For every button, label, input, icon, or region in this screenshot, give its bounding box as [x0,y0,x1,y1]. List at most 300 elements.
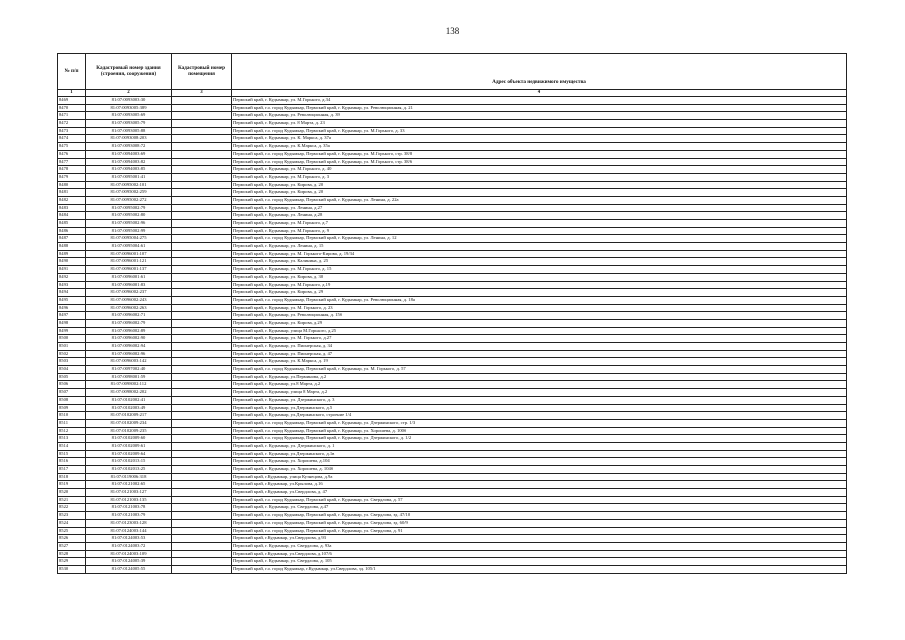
building-cadastral-cell: 81:07:0124003:72 [86,542,172,550]
row-number-cell: 8525 [58,527,86,535]
address-cell: Пермский край, г. Кудымкар, ул. Кирова, д. 29 [232,289,847,297]
row-number-cell: 8499 [58,327,86,335]
row-number-cell: 8484 [58,212,86,220]
table-row [58,419,847,427]
building-cadastral-cell: 81:07:0123003:128 [86,519,172,527]
row-number-cell: 8476 [58,150,86,158]
address-cell: Пермский край, г. Кудымкар, ул. М.Горького, д.19 [232,281,847,289]
address-cell: Пермский край, г. Кудымкар, ул. М.Горького, д. 9 [232,227,847,235]
address-cell: Пермский край, г. Кудымкар, ул. М.Горького, д. 40 [232,166,847,174]
row-number-cell: 8485 [58,220,86,228]
building-cadastral-cell: 81:07:0102013:15 [86,458,172,466]
building-cadastral-cell: 81:07:0095002:101 [86,181,172,189]
room-cadastral-cell [172,189,232,197]
row-number-cell: 8498 [58,319,86,327]
building-cadastral-cell: 81:07:0093003:30 [86,97,172,105]
row-number-cell: 8515 [58,450,86,458]
address-cell: Пермский край, г. Кудымкар, ул. М.Горького, д. 3 [232,173,847,181]
table-row [58,435,847,443]
address-cell: Пермский край, г. Кудымкар, ул.8 Марта, д.2 [232,381,847,389]
table-row [58,527,847,535]
address-cell: Пермский край, г. Кудымкар, улица 8 Марта, д.2 [232,389,847,397]
building-cadastral-cell: 81:07:0102009:235 [86,427,172,435]
building-cadastral-cell: 81:07:0096002:96 [86,350,172,358]
room-cadastral-cell [172,442,232,450]
address-cell: Пермский край, г.о. город Кудымкар, Пермский край, г. Кудымкар, ул. М.Горького, д. 33 [232,127,847,135]
building-cadastral-cell: 81:07:0093005:389 [86,104,172,112]
room-cadastral-cell [172,419,232,427]
room-cadastral-cell [172,504,232,512]
building-cadastral-cell: 81:07:0121003:135 [86,496,172,504]
building-cadastral-cell: 81:07:0093008:72 [86,143,172,151]
row-number-cell: 8471 [58,112,86,120]
room-cadastral-cell [172,250,232,258]
building-cadastral-cell: 81:07:0096002:263 [86,304,172,312]
table-row [58,143,847,151]
table-row [58,204,847,212]
table-row [58,519,847,527]
address-cell: Пермский край, г.о. город Кудымкар, г.Кудымкар, ул.Свердлова, зд. 105/1 [232,565,847,573]
building-cadastral-cell: 81:07:0095004:275 [86,235,172,243]
building-cadastral-cell: 81:07:0096002:71 [86,312,172,320]
row-number-cell: 8523 [58,512,86,520]
building-cadastral-cell: 81:07:0094003:85 [86,166,172,174]
table-row [58,296,847,304]
row-number-cell: 8518 [58,473,86,481]
row-number-cell: 8477 [58,158,86,166]
row-number-cell: 8480 [58,181,86,189]
table-row [58,189,847,197]
room-cadastral-cell [172,312,232,320]
building-cadastral-cell: 81:07:0098002:202 [86,389,172,397]
table-row [58,558,847,566]
row-number-cell: 8482 [58,196,86,204]
table-row [58,243,847,251]
room-cadastral-cell [172,143,232,151]
table-row [58,466,847,474]
room-cadastral-cell [172,135,232,143]
building-cadastral-cell: 81:07:0121002:65 [86,481,172,489]
building-cadastral-cell: 81:07:0095002:79 [86,204,172,212]
table-row [58,250,847,258]
address-cell: Пермский край, г.о. город Кудымкар, Пермский край, г. Кудымкар, ул. Ленина, д. 12 [232,235,847,243]
building-cadastral-cell: 81:07:0096001:107 [86,250,172,258]
room-cadastral-cell [172,450,232,458]
address-cell: Пермский край, г. Кудымкар, ул. М.Горького, д.7 [232,220,847,228]
column-number: 2 [86,90,172,97]
building-cadastral-cell: 81:07:0096002:79 [86,319,172,327]
address-cell: Пермский край, г.Кудымкар, ул.Свердлова, д.93 [232,535,847,543]
building-cadastral-cell: 81:07:0102009:61 [86,442,172,450]
column-number: 1 [58,90,86,97]
address-cell: Пермский край, г. Кудымкар, ул. Ленина, д. 15 [232,243,847,251]
building-cadastral-cell: 81:07:0093005:88 [86,127,172,135]
room-cadastral-cell [172,358,232,366]
address-cell: Пермский край, г.о. город Кудымкар, Пермский край, г. Кудымкар, ул. Свердлова, зд. 60/9 [232,519,847,527]
row-number-cell: 8491 [58,266,86,274]
address-cell: Пермский край, г. Кудымкар, ул. Свердлова, д. 105 [232,558,847,566]
building-cadastral-cell: 81:07:0102002:41 [86,396,172,404]
table-row [58,212,847,220]
room-cadastral-cell [172,535,232,543]
address-cell: Пермский край, г.о. город Кудымкар, Пермский край, г. Кудымкар, ул. М.Горького, стр. 38/8 [232,150,847,158]
header-room-cadastral: Кадастровый номер помещения [172,54,232,90]
table-row [58,150,847,158]
address-cell: Пермский край, г. Кудымкар, ул. Хорошева, д. 104б [232,466,847,474]
room-cadastral-cell [172,127,232,135]
room-cadastral-cell [172,235,232,243]
address-cell: Пермский край, г. Кудымкар, ул. Кирова, д. 20 [232,189,847,197]
building-cadastral-cell: 81:07:0096002:243 [86,296,172,304]
table-row [58,381,847,389]
row-number-cell: 8520 [58,489,86,497]
room-cadastral-cell [172,565,232,573]
building-cadastral-cell: 81:07:0096003:142 [86,358,172,366]
table-row [58,504,847,512]
address-cell: Пермский край, г. Кудымкар, ул.Дзержинского, д.5 [232,404,847,412]
building-cadastral-cell: 81:07:0095002:259 [86,189,172,197]
address-cell: Пермский край, г.о. город Кудымкар, Пермский край, г. Кудымкар, ул. М. Горького, д. 57 [232,366,847,374]
room-cadastral-cell [172,335,232,343]
address-cell: Пермский край, г.Кудымкар, ул.Свердлова, д.107/6 [232,550,847,558]
row-number-cell: 8473 [58,127,86,135]
building-cadastral-cell: 81:07:0095002:99 [86,227,172,235]
address-cell: Пермский край, г.о. город Кудымкар, Пермский край, г. Кудымкар, ул. Ленина, д. 22а [232,196,847,204]
address-cell: Пермский край, г.Кудымкар, ул.Свердлова, д. 47 [232,489,847,497]
address-cell: Пермский край, г. Кудымкар, ул. М.Горького, д.34 [232,97,847,105]
table-row [58,127,847,135]
table-row [58,319,847,327]
row-number-cell: 8522 [58,504,86,512]
header-row [58,54,847,90]
table-row [58,258,847,266]
building-cadastral-cell: 81:07:0124003:53 [86,535,172,543]
address-cell: Пермский край, г. Кудымкар, ул. Дзержинского, д. 1 [232,442,847,450]
building-cadastral-cell: 81:07:0121003:78 [86,504,172,512]
building-cadastral-cell: 81:07:0096002:90 [86,335,172,343]
table-row [58,535,847,543]
table-row [58,396,847,404]
table-row [58,112,847,120]
row-number-cell: 8474 [58,135,86,143]
row-number-cell: 8510 [58,412,86,420]
building-cadastral-cell: 81:07:0098002:112 [86,381,172,389]
building-cadastral-cell: 81:07:0094003:69 [86,150,172,158]
room-cadastral-cell [172,296,232,304]
row-number-cell: 8516 [58,458,86,466]
registry-rows [58,97,847,574]
building-cadastral-cell: 81:07:0124005:55 [86,565,172,573]
building-cadastral-cell: 81:07:0095001:41 [86,173,172,181]
row-number-cell: 8507 [58,389,86,397]
table-row [58,227,847,235]
building-cadastral-cell: 81:07:0124003:109 [86,550,172,558]
address-cell: Пермский край, г.Кудымкар, улица Кузнецова, д.9а [232,473,847,481]
table-row [58,104,847,112]
room-cadastral-cell [172,550,232,558]
address-cell: Пермский край, г. Кудымкар, ул.Дзержинского, строение 1/4 [232,412,847,420]
room-cadastral-cell [172,558,232,566]
table-row [58,289,847,297]
building-cadastral-cell: 81:07:0121003:79 [86,512,172,520]
row-number-cell: 8487 [58,235,86,243]
room-cadastral-cell [172,404,232,412]
address-cell: Пермский край, г. Кудымкар, ул. Свердлова, д.47 [232,504,847,512]
room-cadastral-cell [172,542,232,550]
row-number-cell: 8475 [58,143,86,151]
room-cadastral-cell [172,512,232,520]
building-cadastral-cell: 81:07:0121003:127 [86,489,172,497]
address-cell: Пермский край, г. Кудымкар, ул.Перминова, д.2 [232,373,847,381]
address-cell: Пермский край, г. Кудымкар, ул. Хорошева, д.104 [232,458,847,466]
table-row [58,312,847,320]
header-number: № п/п [58,54,86,90]
building-cadastral-cell: 81:07:0096001:83 [86,281,172,289]
room-cadastral-cell [172,373,232,381]
row-number-cell: 8495 [58,296,86,304]
table-row [58,166,847,174]
table-row [58,473,847,481]
building-cadastral-cell: 81:07:0102009:217 [86,412,172,420]
row-number-cell: 8519 [58,481,86,489]
table-row [58,442,847,450]
address-cell: Пермский край, г.о. город Кудымкар, Пермский край, г. Кудымкар, ул. Свердлова, д. 57 [232,496,847,504]
table-row [58,412,847,420]
table-row [58,565,847,573]
address-cell: Пермский край, г.о. город Кудымкар, Пермский край, г. Кудымкар, ул. Революционная, д. 18а [232,296,847,304]
address-cell: Пермский край, г. Кудымкар, ул. Свердлова, д. 93а [232,542,847,550]
row-number-cell: 8472 [58,120,86,128]
table-row [58,366,847,374]
row-number-cell: 8492 [58,273,86,281]
table-row [58,304,847,312]
room-cadastral-cell [172,427,232,435]
table-row [58,158,847,166]
room-cadastral-cell [172,466,232,474]
table-row [58,235,847,243]
room-cadastral-cell [172,281,232,289]
room-cadastral-cell [172,104,232,112]
address-cell: Пермский край, г. Кудымкар, ул. К.Маркса, д. 19 [232,358,847,366]
row-number-cell: 8505 [58,373,86,381]
row-number-cell: 8506 [58,381,86,389]
address-cell: Пермский край, г. Кудымкар, ул. Кирова, д. 20 [232,181,847,189]
header-address: Адрес объекта недвижимого имущества [232,54,847,90]
address-cell: Пермский край, г. Кудымкар, ул. К.Маркса, д. 35а [232,143,847,151]
address-cell: Пермский край, г. Кудымкар, ул. М. Горького-Кирова, д. 19/34 [232,250,847,258]
room-cadastral-cell [172,212,232,220]
table-row [58,373,847,381]
table-row [58,135,847,143]
row-number-cell: 8501 [58,343,86,351]
room-cadastral-cell [172,304,232,312]
room-cadastral-cell [172,273,232,281]
row-number-cell: 8528 [58,550,86,558]
room-cadastral-cell [172,166,232,174]
room-cadastral-cell [172,120,232,128]
building-cadastral-cell: 81:07:0097002:40 [86,366,172,374]
column-number-row [58,90,847,97]
address-cell: Пермский край, г.о. город Кудымкар, Пермский край, г. Кудымкар, ул. Свердлова, зд. 47/10 [232,512,847,520]
row-number-cell: 8527 [58,542,86,550]
row-number-cell: 8513 [58,435,86,443]
building-cadastral-cell: 81:07:0102009:64 [86,450,172,458]
address-cell: Пермский край, г. Кудымкар, ул. Дзержинского, д. 3 [232,396,847,404]
table-row [58,512,847,520]
building-cadastral-cell: 81:07:0096002:237 [86,289,172,297]
building-cadastral-cell: 81:07:0094003:82 [86,158,172,166]
table-row [58,496,847,504]
room-cadastral-cell [172,204,232,212]
table-row [58,173,847,181]
table-row [58,335,847,343]
table-row [58,266,847,274]
address-cell: Пермский край, г.о. город Кудымкар, Пермский край, г. Кудымкар, ул. Революционная, д. 21 [232,104,847,112]
building-cadastral-cell: 81:07:0093008:203 [86,135,172,143]
room-cadastral-cell [172,258,232,266]
address-cell: Пермский край, г. Кудымкар, ул. Ленина, д.28 [232,212,847,220]
address-cell: Пермский край, г. Кудымкар, ул. Калинина, д. 25 [232,258,847,266]
table-row [58,481,847,489]
room-cadastral-cell [172,350,232,358]
table-row [58,427,847,435]
address-cell: Пермский край, г.о. город Кудымкар, Пермский край, г. Кудымкар, ул. М.Горького, стр. 38/6 [232,158,847,166]
page-number: 138 [445,26,460,36]
building-cadastral-cell: 81:07:0102003:49 [86,404,172,412]
address-cell: Пермский край, г.Кудымкар, ул.Крылова, д.16 [232,481,847,489]
address-cell: Пермский край, г. Кудымкар, ул. М. Горького, д. 23 [232,304,847,312]
address-cell: Пермский край, г.о. город Кудымкар, Пермский край, г. Кудымкар, ул. Дзержинского, д. 1/2 [232,435,847,443]
room-cadastral-cell [172,319,232,327]
building-cadastral-cell: 81:07:0124005:39 [86,558,172,566]
table-row [58,343,847,351]
table-row [58,389,847,397]
table-row [58,450,847,458]
row-number-cell: 8481 [58,189,86,197]
building-cadastral-cell: 81:07:0124003:144 [86,527,172,535]
row-number-cell: 8490 [58,258,86,266]
room-cadastral-cell [172,366,232,374]
room-cadastral-cell [172,227,232,235]
room-cadastral-cell [172,289,232,297]
table-row [58,97,847,105]
registry-table [57,53,847,574]
room-cadastral-cell [172,243,232,251]
room-cadastral-cell [172,481,232,489]
room-cadastral-cell [172,343,232,351]
table-row [58,350,847,358]
header-building-cadastral: Кадастровый номер здания (строения, сооружения) [86,54,172,90]
room-cadastral-cell [172,435,232,443]
row-number-cell: 8504 [58,366,86,374]
building-cadastral-cell: 81:07:0096002:94 [86,343,172,351]
row-number-cell: 8508 [58,396,86,404]
address-cell: Пермский край, г. Кудымкар, ул. Ленина, д.27 [232,204,847,212]
room-cadastral-cell [172,412,232,420]
building-cadastral-cell: 81:07:0098001:59 [86,373,172,381]
building-cadastral-cell: 81:07:0096001:121 [86,258,172,266]
building-cadastral-cell: 81:07:0093005:69 [86,112,172,120]
building-cadastral-cell: 81:07:0102009:60 [86,435,172,443]
row-number-cell: 8526 [58,535,86,543]
building-cadastral-cell: 81:07:0095002:272 [86,196,172,204]
row-number-cell: 8509 [58,404,86,412]
row-number-cell: 8493 [58,281,86,289]
room-cadastral-cell [172,381,232,389]
building-cadastral-cell: 81:07:0095004:61 [86,243,172,251]
room-cadastral-cell [172,150,232,158]
row-number-cell: 8494 [58,289,86,297]
room-cadastral-cell [172,389,232,397]
table-row [58,273,847,281]
address-cell: Пермский край, г. Кудымкар, улица М.Горького, д.25 [232,327,847,335]
building-cadastral-cell: 81:07:0096001:137 [86,266,172,274]
row-number-cell: 8470 [58,104,86,112]
address-cell: Пермский край, г.о. город Кудымкар, Пермский край, г. Кудымкар, ул. Дзержинского, стр. 1/3 [232,419,847,427]
row-number-cell: 8503 [58,358,86,366]
building-cadastral-cell: 81:07:0095002:80 [86,212,172,220]
address-cell: Пермский край, г.о. город Кудымкар, Пермский край, г. Кудымкар, ул. Хорошева, д. 100б [232,427,847,435]
address-cell: Пермский край, г. Кудымкар, ул. Пионерская, д. 47 [232,350,847,358]
room-cadastral-cell [172,327,232,335]
column-number: 4 [232,90,847,97]
building-cadastral-cell: 81:07:0095002:96 [86,220,172,228]
row-number-cell: 8479 [58,173,86,181]
row-number-cell: 8486 [58,227,86,235]
building-cadastral-cell: 81:07:0093005:79 [86,120,172,128]
address-cell: Пермский край, г. Кудымкар, ул.Дзержинского, д.1в [232,450,847,458]
row-number-cell: 8511 [58,419,86,427]
room-cadastral-cell [172,396,232,404]
row-number-cell: 8488 [58,243,86,251]
table-row [58,458,847,466]
room-cadastral-cell [172,196,232,204]
column-number: 3 [172,90,232,97]
row-number-cell: 8514 [58,442,86,450]
address-cell: Пермский край, г. Кудымкар, ул. К. Маркса, д. 37а [232,135,847,143]
room-cadastral-cell [172,112,232,120]
address-cell: Пермский край, г. Кудымкар, ул. Пионерская, д. 34 [232,343,847,351]
row-number-cell: 8496 [58,304,86,312]
row-number-cell: 8512 [58,427,86,435]
room-cadastral-cell [172,266,232,274]
row-number-cell: 8502 [58,350,86,358]
building-cadastral-cell: 81:07:0096002:89 [86,327,172,335]
row-number-cell: 8497 [58,312,86,320]
building-cadastral-cell: 81:07:0102009:234 [86,419,172,427]
row-number-cell: 8478 [58,166,86,174]
table-row [58,542,847,550]
table-row [58,196,847,204]
table-row [58,404,847,412]
building-cadastral-cell: 81:07:0096001:61 [86,273,172,281]
row-number-cell: 8529 [58,558,86,566]
table-row [58,220,847,228]
address-cell: Пермский край, г. Кудымкар, ул. М. Горького, д.27 [232,335,847,343]
room-cadastral-cell [172,458,232,466]
row-number-cell: 8500 [58,335,86,343]
room-cadastral-cell [172,473,232,481]
room-cadastral-cell [172,489,232,497]
table-row [58,358,847,366]
address-cell: Пермский край, г. Кудымкар, ул. Кирова, д. 30 [232,273,847,281]
row-number-cell: 8489 [58,250,86,258]
row-number-cell: 8469 [58,97,86,105]
address-cell: Пермский край, г. Кудымкар, ул. 8 Марта, д. 23 [232,120,847,128]
table-row [58,489,847,497]
table-row [58,550,847,558]
row-number-cell: 8524 [58,519,86,527]
